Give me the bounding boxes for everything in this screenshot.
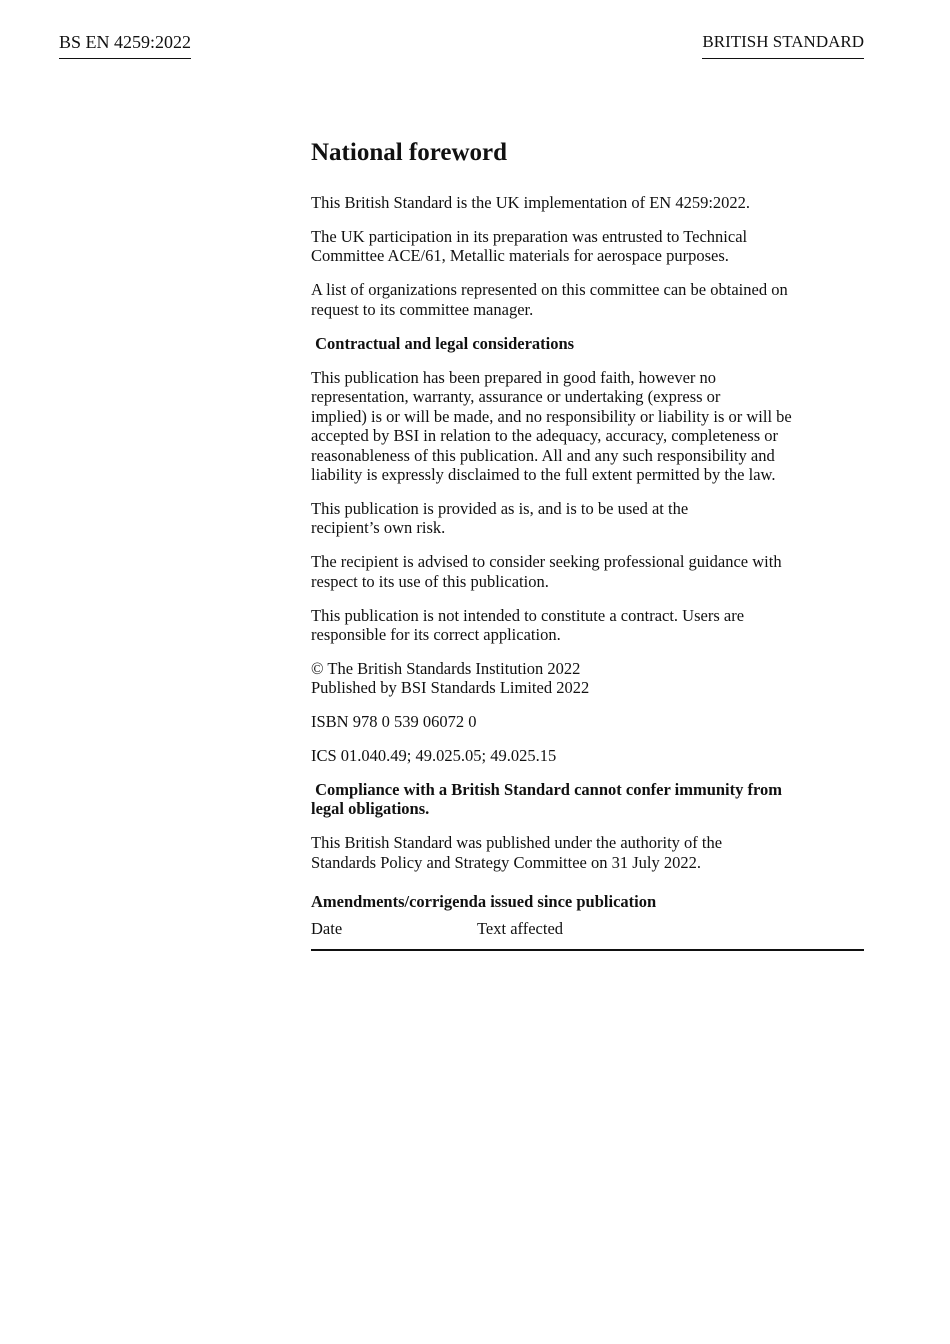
copyright-block <box>311 659 864 698</box>
compliance-text: Compliance with a British Standard cannot confer immunity from <box>315 779 783 799</box>
organizations-paragraph <box>311 280 864 319</box>
document-id: BS EN 4259:2022 <box>59 31 191 59</box>
good-faith-line: accepted by BSI in relation to the adequacy, accuracy, completeness or <box>311 426 778 446</box>
risk-line: This publication is provided as is, and is to be used at the <box>311 498 689 518</box>
participation-line: Committee ACE/61, Metallic materials for aerospace purposes. <box>311 246 729 266</box>
guidance-paragraph <box>311 552 864 591</box>
contract-line: responsible for its correct application. <box>311 624 561 644</box>
publisher-line: Published by BSI Standards Limited 2022 <box>311 678 590 698</box>
guidance-line: respect to its use of this publication. <box>311 571 549 591</box>
authority-paragraph <box>311 833 864 872</box>
copyright-line: © The British Standards Institution 2022 <box>311 658 581 678</box>
authority-line: This British Standard was published under the authority of the <box>311 833 723 853</box>
isbn-line: ISBN 978 0 539 06072 0 <box>311 712 477 732</box>
amendments-text-header: Text affected <box>477 919 564 939</box>
amendments-table <box>311 919 864 950</box>
contract-line: This publication is not intended to constitute a contract. Users are <box>311 605 745 625</box>
participation-paragraph <box>311 227 864 266</box>
legal-heading-text: Contractual and legal considerations <box>315 333 575 353</box>
good-faith-line: This publication has been prepared in good faith, however no <box>311 367 717 387</box>
authority-line: Standards Policy and Strategy Committee on 31 July 2022. <box>311 852 702 872</box>
legal-heading <box>311 334 864 353</box>
ics-line: ICS 01.040.49; 49.025.05; 49.025.15 <box>311 746 557 766</box>
compliance-statement <box>311 780 864 819</box>
amendments-date-header: Date <box>311 919 343 939</box>
implementation-text: This British Standard is the UK implementation of EN 4259:2022. <box>311 193 751 212</box>
amendments-heading: Amendments/corrigenda issued since publication <box>311 892 657 912</box>
compliance-line <box>311 780 864 799</box>
good-faith-line: representation, warranty, assurance or undertaking (express or <box>311 387 721 407</box>
organizations-line: A list of organizations represented on this committee can be obtained on <box>311 280 788 300</box>
page-title: National foreword <box>311 139 508 166</box>
implementation-paragraph <box>311 193 864 212</box>
risk-paragraph <box>311 499 864 538</box>
main-content <box>311 138 864 951</box>
good-faith-line: reasonableness of this publication. All and any such responsibility and <box>311 445 775 465</box>
series-label: BRITISH STANDARD <box>702 31 864 59</box>
guidance-line: The recipient is advised to consider seeking professional guidance with <box>311 552 782 572</box>
compliance-line: legal obligations. <box>311 799 430 819</box>
risk-line: recipient’s own risk. <box>311 518 446 538</box>
organizations-line: request to its committee manager. <box>311 299 534 319</box>
good-faith-paragraph <box>311 368 864 484</box>
good-faith-line: liability is expressly disclaimed to the full extent permitted by the law. <box>311 464 776 484</box>
good-faith-line: implied) is or will be made, and no responsibility or liability is or will be <box>311 406 792 426</box>
contract-paragraph <box>311 606 864 645</box>
participation-line: The UK participation in its preparation was entrusted to Technical <box>311 226 748 246</box>
